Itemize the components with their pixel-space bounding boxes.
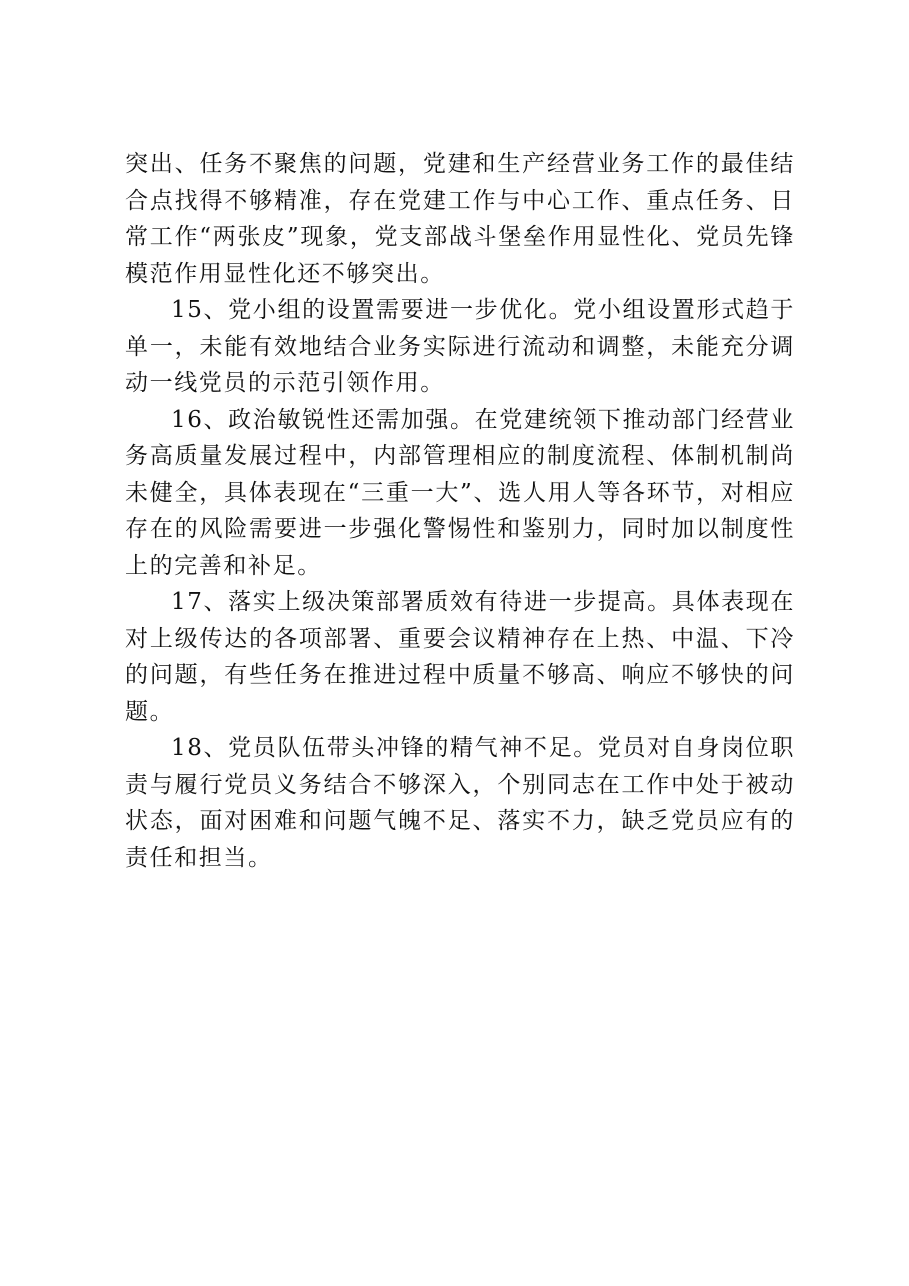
- paragraph-item-18: 18、党员队伍带头冲锋的精气神不足。党员对自身岗位职责与履行党员义务结合不够深入，个别同志在工作中处于被动状态，面对困难和问题气魄不足、落实不力，缺乏党员应有的责任和担当。: [125, 735, 795, 871]
- paragraph-continuation: 突出、任务不聚焦的问题，党建和生产经营业务工作的最佳结合点找得不够精准，存在党建工作与中心工作、重点任务、日常工作“两张皮”现象，党支部战斗堡垒作用显性化、党员先锋模范作用显性化还不够突出。: [125, 151, 795, 287]
- paragraph-item-15: 15、党小组的设置需要进一步优化。党小组设置形式趋于单一，未能有效地结合业务实际进行流动和调整，未能充分调动一线党员的示范引领作用。: [125, 297, 795, 396]
- paragraph-item-17: 17、落实上级决策部署质效有待进一步提高。具体表现在对上级传达的各项部署、重要会议精神存在上热、中温、下冷的问题，有些任务在推进过程中质量不够高、响应不够快的问题。: [125, 589, 795, 725]
- paragraph-item-16: 16、政治敏锐性还需加强。在党建统领下推动部门经营业务高质量发展过程中，内部管理相应的制度流程、体制机制尚未健全，具体表现在“三重一大”、选人用人等各环节，对相应存在的风险需要进一步强化警惕性和鉴别力，同时加以制度性上的完善和补足。: [125, 406, 795, 579]
- document-body: [125, 146, 795, 876]
